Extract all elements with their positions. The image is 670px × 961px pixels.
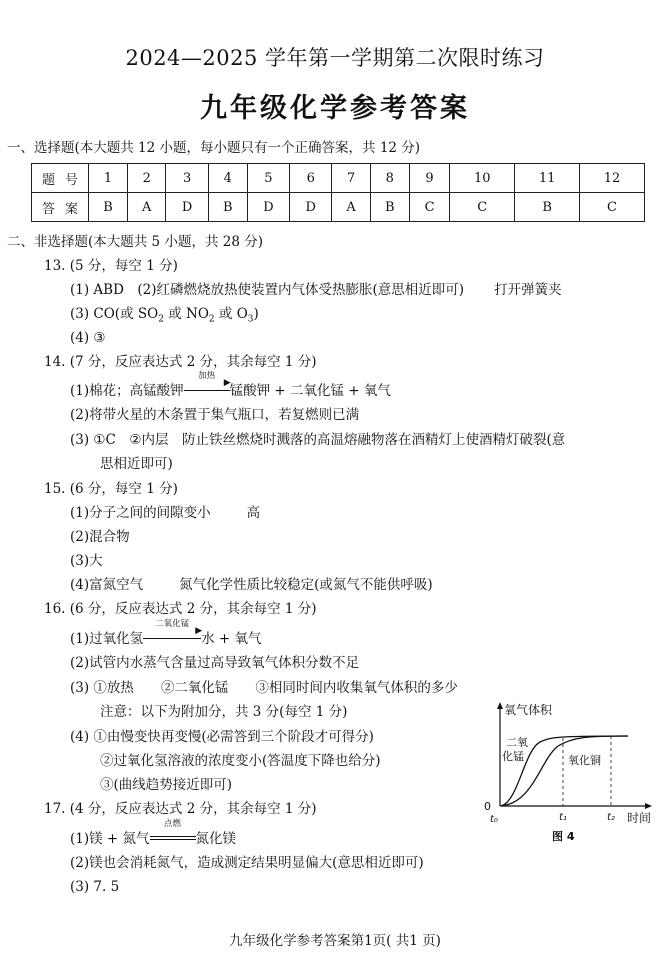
origin-label: 0 xyxy=(484,800,491,813)
curve1-label-b: 化锰 xyxy=(502,750,524,763)
answer-cell: B xyxy=(370,193,409,222)
question-number: 6 xyxy=(290,164,332,193)
question-number: 11 xyxy=(515,164,580,193)
question-number: 7 xyxy=(332,164,370,193)
q15-heading: 15. (6 分，每空 1 分) xyxy=(44,481,178,497)
q14-answer-1-part: (1)棉花；高锰酸钾 xyxy=(70,383,184,399)
question-number: 1 xyxy=(89,164,128,193)
y-axis-arrow xyxy=(497,702,503,709)
q13-answer-3-part: (3) CO(或 SO xyxy=(70,306,159,322)
answer-table xyxy=(31,163,645,222)
q14-answer-1-part: 锰酸钾 + 二氧化锰 + 氧气 xyxy=(229,383,391,399)
q15-answer-1b: 高 xyxy=(246,505,261,521)
question-number: 10 xyxy=(450,164,515,193)
q15-line4 xyxy=(70,576,433,594)
curve1-label-a: 二氧 xyxy=(506,736,528,749)
x-axis-arrow xyxy=(645,803,652,809)
q16-answer-1-part: (1)过氧化氢 xyxy=(70,631,144,647)
t0-label: t₀ xyxy=(490,814,498,825)
q16-line2: (2)试管内水蒸气含量过高导致氧气体积分数不足 xyxy=(70,655,360,671)
question-number: 8 xyxy=(370,164,409,193)
reaction-condition: 点燃 xyxy=(164,819,182,829)
answer-cell: B xyxy=(208,193,247,222)
q16-line5: (4) ①由慢变快再变慢(必需答到三个阶段才可得分) xyxy=(70,729,374,745)
q14-line3: (3) ①C ②内层 防止铁丝燃烧时溅落的高温熔融物落在酒精灯上使酒精灯破裂(意 xyxy=(70,432,566,448)
q13-answer-3-part: 或 NO xyxy=(163,306,209,322)
question-number: 3 xyxy=(166,164,208,193)
q13-answer-1-2: (1) ABD (2)红磷燃烧放热使装置内气体受热膨胀(意思相近即可) xyxy=(70,282,465,298)
q13-answer-3-part: ) xyxy=(253,306,259,322)
q16-line7: ③(曲线趋势接近即可) xyxy=(100,777,233,793)
q13-answer-3-part: 或 O xyxy=(214,306,248,322)
q16-heading: 16. (6 分，反应表达式 2 分，其余每空 1 分) xyxy=(44,601,317,617)
t1-label: t₁ xyxy=(559,812,567,823)
question-number: 4 xyxy=(208,164,247,193)
answer-cell: D xyxy=(166,193,208,222)
q17-answer-1-part: (1)镁 + 氮气 xyxy=(70,831,150,847)
q17-line3: (3) 7. 5 xyxy=(70,879,120,895)
q13-heading: 13. (5 分，每空 1 分) xyxy=(44,258,178,274)
table-row-numbers xyxy=(32,164,645,193)
question-number: 9 xyxy=(409,164,449,193)
q14-line1 xyxy=(70,371,391,400)
question-number: 5 xyxy=(247,164,289,193)
q13-line3: (4) ③ xyxy=(70,330,106,346)
section2-heading: 二、非选择题(本大题共 5 小题，共 28 分) xyxy=(7,234,263,250)
q15-line1 xyxy=(70,504,260,522)
x-axis-label: 时间 xyxy=(627,811,652,825)
q15-answer-1a: (1)分子之间的间隙变小 xyxy=(70,505,211,521)
q14-line2: (2)将带火星的木条置于集气瓶口，若复燃则已满 xyxy=(70,407,360,423)
q16-answer-1-part: 水 + 氧气 xyxy=(201,631,262,647)
curve2-label: 氧化铜 xyxy=(568,754,601,767)
table-row-label-answers: 答案 xyxy=(32,193,89,222)
q14-heading: 14. (7 分，反应表达式 2 分，其余每空 1 分) xyxy=(44,354,317,370)
answer-cell: C xyxy=(580,193,645,222)
reaction-equals xyxy=(150,819,196,848)
q13-answer-2b: 打开弹簧夹 xyxy=(494,282,562,298)
reaction-arrow: 二氧化锰 ▶ xyxy=(143,630,201,648)
answer-cell: A xyxy=(128,193,166,222)
answer-cell: B xyxy=(515,193,580,222)
question-number: 12 xyxy=(580,164,645,193)
table-row-answers xyxy=(32,193,645,222)
question-number: 2 xyxy=(128,164,166,193)
figure-oxygen-volume-graph xyxy=(478,700,663,855)
reaction-condition: 加热 xyxy=(198,371,216,381)
t2-label: t₂ xyxy=(607,812,615,823)
answer-cell: C xyxy=(450,193,515,222)
q17-line1 xyxy=(70,819,237,848)
answer-cell: A xyxy=(332,193,370,222)
answer-cell: C xyxy=(409,193,449,222)
answer-cell: B xyxy=(89,193,128,222)
reaction-arrow: 加热 ▶ xyxy=(184,382,230,400)
answer-cell: D xyxy=(247,193,289,222)
q15-answer-4b: 氮气化学性质比较稳定(或氮气不能供呼吸) xyxy=(179,577,433,593)
q16-line3: (3) ①放热 ②二氧化锰 ③相同时间内收集氧气体积的多少 xyxy=(70,680,458,696)
q16-line6: ②过氧化氢溶液的浓度变小(答温度下降也给分) xyxy=(100,753,381,769)
q15-line3: (3)大 xyxy=(70,553,103,569)
q17-line2: (2)镁也会消耗氮气，造成测定结果明显偏大(意思相近即可) xyxy=(70,855,424,871)
y-axis-label: 氧气体积 xyxy=(504,703,553,717)
q15-line2: (2)混合物 xyxy=(70,529,130,545)
figure-caption: 图 4 xyxy=(552,830,575,843)
q13-line2: (3) CO(或 $SO_2$ 或 $NO_2$ 或 $O_3$) xyxy=(70,306,259,325)
q17-heading: 17. (4 分，反应表达式 2 分，其余每空 1 分) xyxy=(44,801,317,817)
q15-answer-4a: (4)富氮空气 xyxy=(70,577,144,593)
document-title: 九年级化学参考答案 xyxy=(200,93,470,124)
q16-note: 注意：以下为附加分，共 3 分(每空 1 分) xyxy=(100,704,348,720)
section1-heading: 一、选择题(本大题共 12 小题，每小题只有一个正确答案，共 12 分) xyxy=(7,140,421,156)
q16-line1 xyxy=(70,619,262,648)
exam-title: 2024—2025 学年第一学期第二次限时练习 xyxy=(125,46,545,70)
q17-answer-1-part: 氮化镁 xyxy=(195,831,237,847)
answer-cell: D xyxy=(290,193,332,222)
table-row-label-numbers: 题号 xyxy=(32,164,89,193)
reaction-condition: 二氧化锰 xyxy=(155,619,190,629)
page-footer: 九年级化学参考答案第1页( 共1 页) xyxy=(229,933,441,949)
q14-line4: 思相近即可) xyxy=(100,456,173,472)
q13-line1 xyxy=(70,281,562,299)
